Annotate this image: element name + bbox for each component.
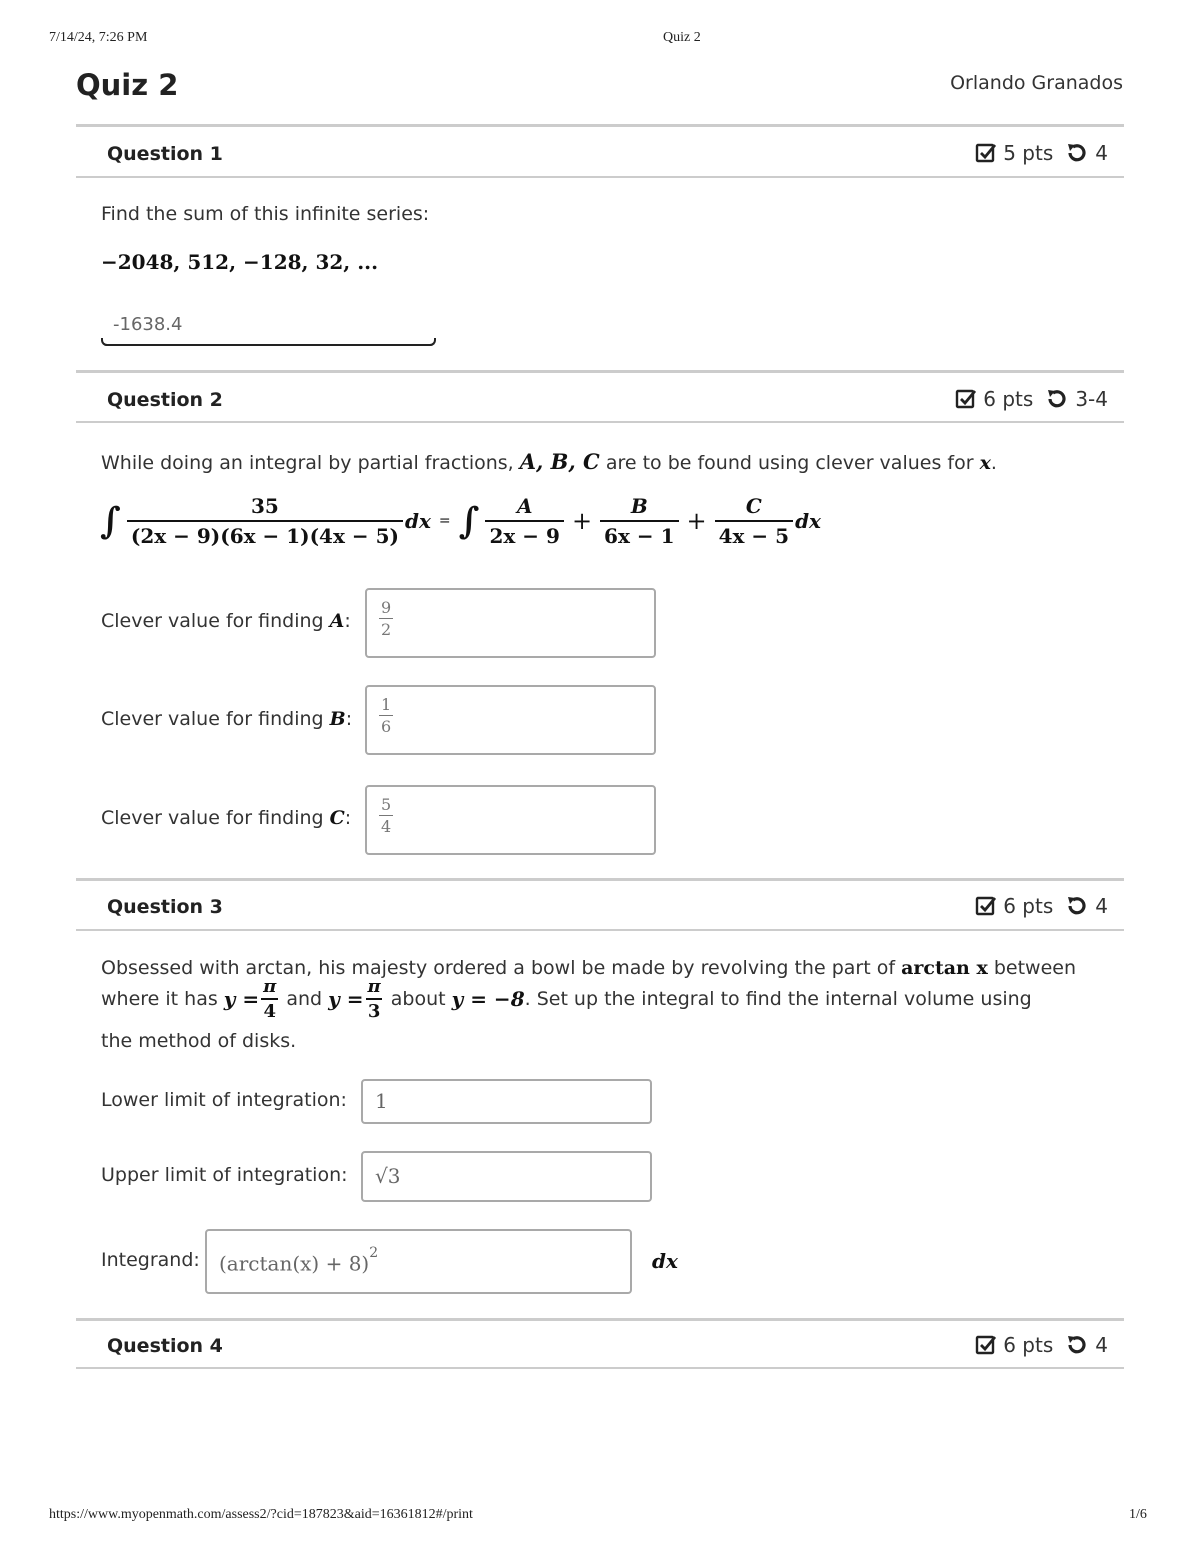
answer-c-input[interactable]: $\frac{5}{4}$ <box>365 785 656 855</box>
print-datetime: 7/14/24, 7:26 PM <box>49 30 148 45</box>
question-3-header <box>76 883 1124 929</box>
answer-b-input[interactable]: $\frac{1}{6}$ <box>365 685 656 755</box>
divider <box>76 176 1124 178</box>
question-prompt: Find the sum of this infinite series: <box>101 203 430 225</box>
partial-fraction-equation: ∫ $\frac{35}{(2x - 9)(6x - 1)(4x - 5)}$ dx = ∫ $\frac{A}{2x - 9}$ + $\frac{B}{6x - 1}$ + $\frac{C}{4x - 5}$ dx <box>100 494 821 548</box>
part-c-label: Clever value for finding C: <box>101 807 352 829</box>
question-title: Question 3 <box>107 896 223 918</box>
retry-icon <box>1045 387 1069 411</box>
term-b-fraction: $\frac{B}{6x - 1}$ <box>600 494 678 548</box>
integrand-dx: dx <box>652 1249 678 1273</box>
retry-icon <box>1065 894 1089 918</box>
answer-value: -1638.4 <box>113 314 183 335</box>
attempts-value: 4 <box>1095 1333 1108 1357</box>
print-page-number: 1/6 <box>1129 1507 1147 1522</box>
divider <box>76 1367 1124 1369</box>
question-4-header <box>76 1322 1124 1368</box>
term-a-fraction: $\frac{A}{2x - 9}$ <box>485 494 563 548</box>
question-meta <box>975 1333 1108 1357</box>
answer-input[interactable] <box>101 308 436 346</box>
question-title: Question 2 <box>107 389 223 411</box>
page-title: Quiz 2 <box>76 68 179 102</box>
integrand-label: Integrand: <box>101 1249 200 1271</box>
lower-limit-label: Lower limit of integration: <box>101 1089 347 1111</box>
lower-limit-input[interactable]: 1 <box>361 1079 652 1124</box>
upper-limit-input[interactable]: √3 <box>361 1151 652 1202</box>
part-a-label: Clever value for finding A: <box>101 610 351 632</box>
points-value: 6 pts <box>1003 894 1054 918</box>
print-doc-title: Quiz 2 <box>663 30 701 45</box>
part-b-label: Clever value for finding B: <box>101 708 353 730</box>
question-meta <box>975 141 1108 165</box>
points-value: 5 pts <box>1003 141 1054 165</box>
divider <box>76 929 1124 931</box>
prompt-var-x: x <box>979 452 991 474</box>
question-2-header <box>76 376 1124 422</box>
attempts-value: 4 <box>1095 141 1108 165</box>
question-prompt: While doing an integral by partial fractions, A, B, C are to be found using clever values for x. <box>101 449 997 474</box>
question-meta <box>955 387 1108 411</box>
divider <box>76 124 1124 127</box>
attempts-value: 3-4 <box>1075 387 1108 411</box>
question-prompt-line-3: the method of disks. <box>101 1030 297 1052</box>
answer-a-input[interactable]: $\frac{9}{2}$ <box>365 588 656 658</box>
divider <box>76 878 1124 881</box>
prompt-vars: A, B, C <box>519 449 600 474</box>
points-value: 6 pts <box>983 387 1034 411</box>
integral-sign: ∫ <box>458 500 480 542</box>
integral-sign: ∫ <box>100 500 121 542</box>
checkbox-icon <box>975 1334 997 1356</box>
series-expression: −2048, 512, −128, 32, ... <box>101 250 379 274</box>
divider <box>76 1318 1124 1321</box>
checkbox-icon <box>975 142 997 164</box>
question-title: Question 1 <box>107 143 223 165</box>
points-value: 6 pts <box>1003 1333 1054 1357</box>
term-c-fraction: $\frac{C}{4x - 5}$ <box>715 494 793 548</box>
user-name: Orlando Granados <box>950 72 1123 94</box>
checkbox-icon <box>975 895 997 917</box>
lhs-fraction: $\frac{35}{(2x - 9)(6x - 1)(4x - 5)}$ <box>127 494 403 548</box>
print-url: https://www.myopenmath.com/assess2/?cid=187823&aid=16361812#/print <box>49 1507 473 1522</box>
divider <box>76 421 1124 423</box>
question-1-header <box>76 130 1124 176</box>
question-title: Question 4 <box>107 1335 223 1357</box>
retry-icon <box>1065 141 1089 165</box>
attempts-value: 4 <box>1095 894 1108 918</box>
retry-icon <box>1065 1333 1089 1357</box>
question-prompt-line-2: where it has y = $\frac{\pi}{4}$ and y = $\frac{\pi}{3}$ about y = −8 . Set up the integral to find the internal volume using <box>101 976 1032 1022</box>
integrand-input[interactable]: $(\arctan(x) + 8)^2$ <box>205 1229 632 1294</box>
divider <box>76 370 1124 373</box>
question-meta <box>975 894 1108 918</box>
question-prompt-line-1: Obsessed with arctan, his majesty ordered a bowl be made by revolving the part of arctan x between <box>101 957 1077 979</box>
checkbox-icon <box>955 388 977 410</box>
upper-limit-label: Upper limit of integration: <box>101 1164 348 1186</box>
